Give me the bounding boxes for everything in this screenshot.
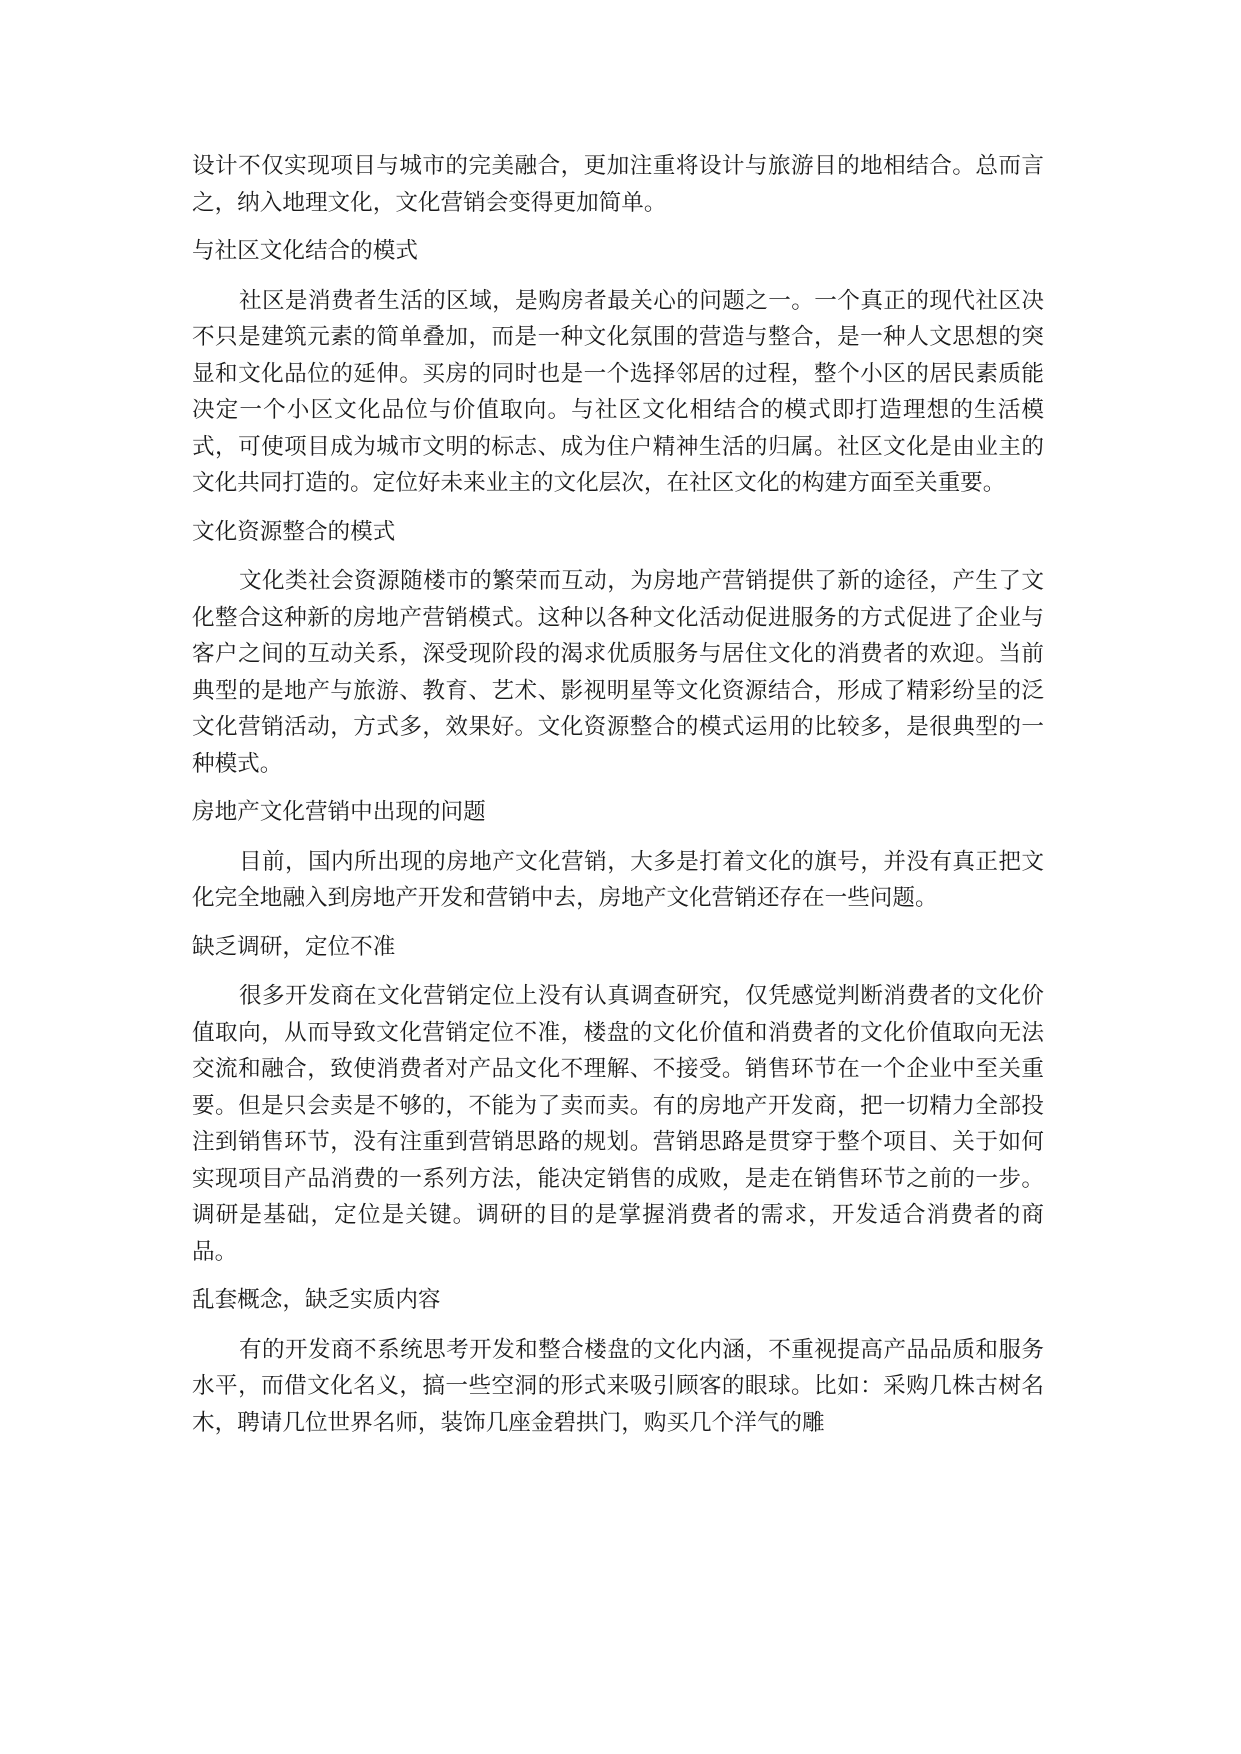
section-body-lack-of-research: 很多开发商在文化营销定位上没有认真调查研究，仅凭感觉判断消费者的文化价值取向，从而导致文化营销定位不准，楼盘的文化价值和消费者的文化价值取向无法交流和融合，致使消费者对产品文化不理解、不接受。销售环节在一个企业中至关重要。但是只会卖是不够的，不能为了卖而卖。有的房地产开发商，把一切精力全部投注到销售环节，没有注重到营销思路的规划。营销思路是贯穿于整个项目、关于如何实现项目产品消费的一系列方法，能决定销售的成败，是走在销售环节之前的一步。调研是基础，定位是关键。调研的目的是掌握消费者的需求，开发适合消费者的商品。 <box>192 983 1044 1265</box>
section-heading-lack-of-research: 缺乏调研，定位不准 <box>192 933 396 960</box>
intro-paragraph: 设计不仅实现项目与城市的完美融合，更加注重将设计与旅游目的地相结合。总而言之，纳入地理文化，文化营销会变得更加简单。 <box>192 153 1044 216</box>
section-body-resource-integration: 文化类社会资源随楼市的繁荣而互动，为房地产营销提供了新的途径，产生了文化整合这种新的房地产营销模式。这种以各种文化活动促进服务的方式促进了企业与客户之间的互动关系，深受现阶段的渴求优质服务与居住文化的消费者的欢迎。当前典型的是地产与旅游、教育、艺术、影视明星等文化资源结合，形成了精彩纷呈的泛文化营销活动，方式多，效果好。文化资源整合的模式运用的比较多，是很典型的一种模式。 <box>192 568 1044 777</box>
section-body-empty-concepts: 有的开发商不系统思考开发和整合楼盘的文化内涵，不重视提高产品品质和服务水平，而借文化名义，搞一些空洞的形式来吸引顾客的眼球。比如：采购几株古树名木，聘请几位世界名师，装饰几座金碧拱门，购买几个洋气的雕 <box>192 1336 1044 1436</box>
section-heading-resource-integration: 文化资源整合的模式 <box>192 518 396 545</box>
section-body-community-culture: 社区是消费者生活的区域，是购房者最关心的问题之一。一个真正的现代社区决不只是建筑元素的简单叠加，而是一种文化氛围的营造与整合，是一种人文思想的突显和文化品位的延伸。买房的同时也是一个选择邻居的过程，整个小区的居民素质能决定一个小区文化品位与价值取向。与社区文化相结合的模式即打造理想的生活模式，可使项目成为城市文明的标志、成为住户精神生活的归属。社区文化是由业主的文化共同打造的。定位好未来业主的文化层次，在社区文化的构建方面至关重要。 <box>192 287 1044 496</box>
section-heading-community-culture: 与社区文化结合的模式 <box>192 238 418 264</box>
section-body-problems: 目前，国内所出现的房地产文化营销，大多是打着文化的旗号，并没有真正把文化完全地融入到房地产开发和营销中去，房地产文化营销还存在一些问题。 <box>192 848 1044 911</box>
section-heading-problems: 房地产文化营销中出现的问题 <box>192 799 486 825</box>
document-page <box>192 148 1044 1441</box>
section-heading-empty-concepts: 乱套概念，缺乏实质内容 <box>192 1287 441 1313</box>
